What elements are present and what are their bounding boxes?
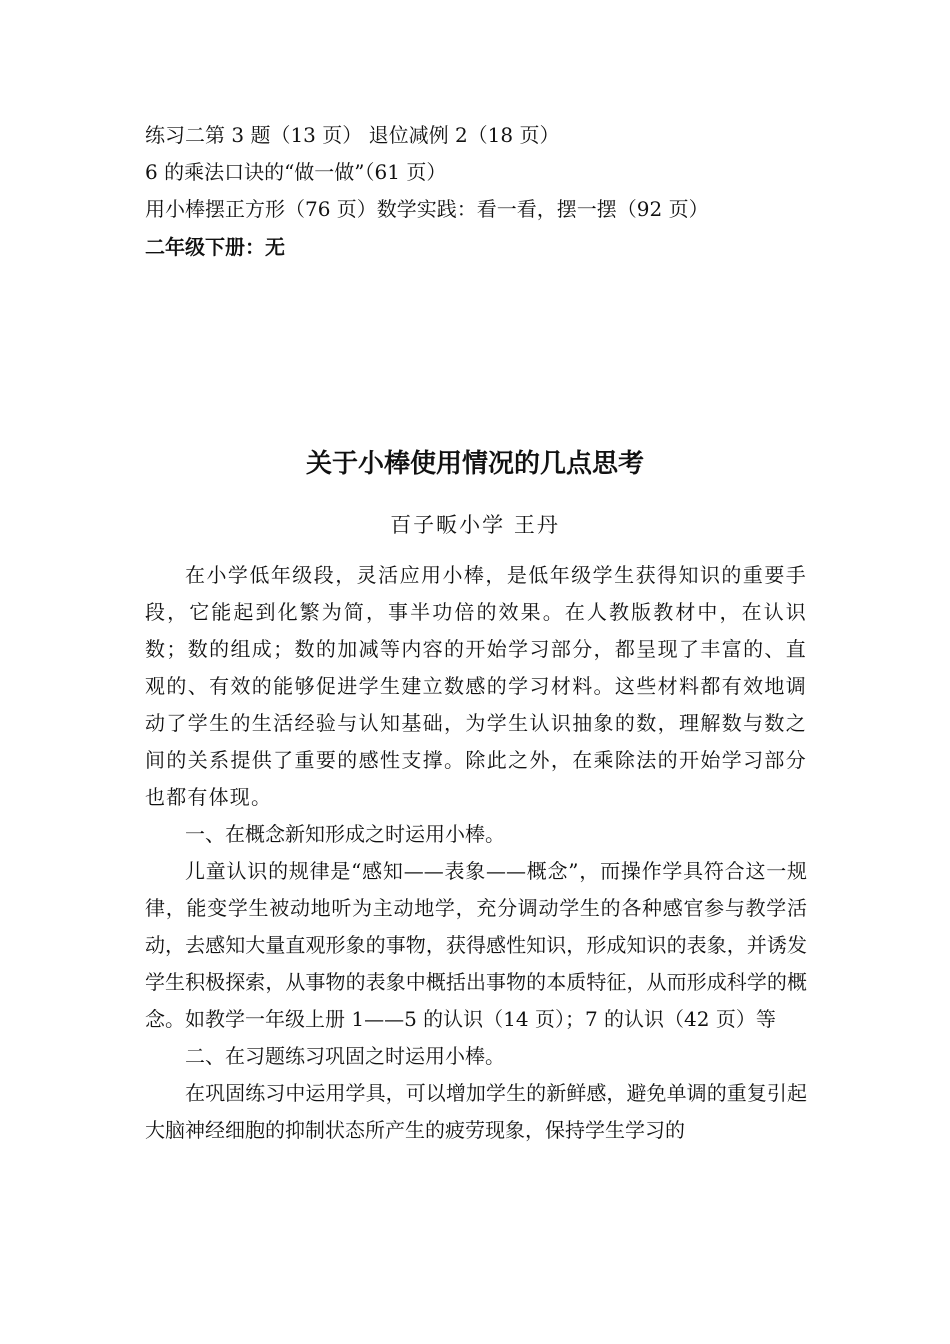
paragraph-practice: 在巩固练习中运用学具，可以增加学生的新鲜感，避免单调的重复引起大脑神经细胞的抑制状态所产生的疲劳现象，保持学生学习的 (145, 1081, 807, 1142)
article-title: 关于小棒使用情况的几点思考 (305, 449, 644, 479)
list-line-3: 用小棒摆正方形（76 页）数学实践：看一看，摆一摆（92 页） (145, 197, 709, 221)
grade-two-second-volume-heading: 二年级下册：无 (145, 235, 285, 259)
list-line-1: 练习二第 3 题（13 页） 退位减例 2（18 页） (145, 123, 560, 147)
list-line-2: 6 的乘法口诀的“做一做”（61 页） (145, 160, 447, 184)
paragraph-intro: 在小学低年级段，灵活应用小棒，是低年级学生获得知识的重要手段，它能起到化繁为简，事半功倍的效果。在人教版教材中，在认识数；数的组成；数的加减等内容的开始学习部分，都呈现了丰富的、直观的、有效的能够促进学生建立数感的学习材料。这些材料都有效地调动了学生的生活经验与认知基础，为学生认识抽象的数，理解数与数之间的关系提供了重要的感性支撑。除此之外，在乘除法的开始学习部分也都有体现。 (145, 563, 807, 809)
paragraph-concept: 儿童认识的规律是“感知——表象——概念”，而操作学具符合这一规律，能变学生被动地听为主动地学，充分调动学生的各种感官参与教学活动，去感知大量直观形象的事物，获得感性知识，形成知识的表象，并诱发学生积极探索，从事物的表象中概括出事物的本质特征，从而形成科学的概念。如教学一年级上册 1——5 的认识（14 页）；7 的认识（42 页）等 (145, 859, 807, 1031)
section-heading-2: 二、在习题练习巩固之时运用小棒。 (185, 1044, 505, 1068)
article-body (145, 557, 807, 1149)
article-author: 百子畈小学 王丹 (390, 513, 560, 537)
section-heading-1: 一、在概念新知形成之时运用小棒。 (185, 822, 505, 846)
